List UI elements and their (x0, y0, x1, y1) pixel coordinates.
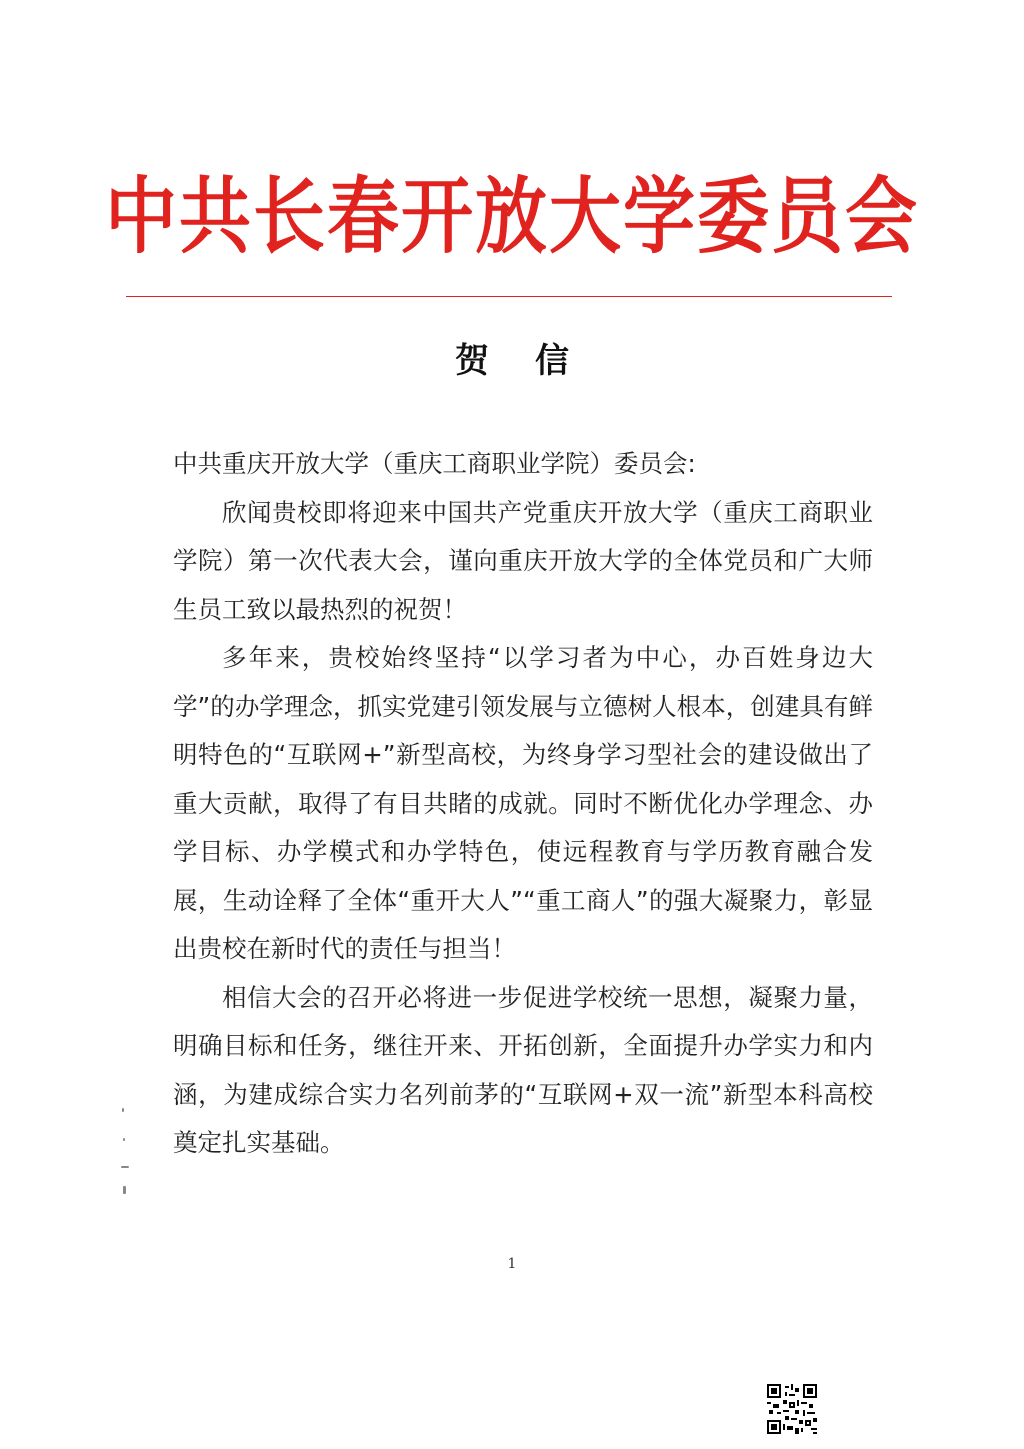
paragraph-3: 相信大会的召开必将进一步促进学校统一思想，凝聚力量，明确目标和任务，继往开来、开拓创新，全面提升办学实力和内涵，为建成综合实力名列前茅的“互联网+双一流”新型本科高校奠定扎实基础。 (173, 982, 873, 1157)
title-char-2: 信 (535, 341, 569, 381)
page-number: 1 (507, 1256, 517, 1272)
red-divider-line (126, 296, 892, 297)
qr-code-icon (767, 1384, 817, 1434)
scan-margin-marks (118, 1108, 138, 1208)
paragraph-2: 多年来，贵校始终坚持“以学习者为中心，办百姓身边大学”的办学理念，抓实党建引领发展与立德树人根本，创建具有鲜明特色的“互联网+”新型高校，为终身学习型社会的建设做出了重大贡献，取得了有目共睹的成就。同时不断优化办学理念、办学目标、办学模式和办学特色，使远程教育与学历教育融合发展，生动诠释了全体“重开大人”“重工商人”的强大凝聚力，彰显出贵校在新时代的责任与担当！ (173, 643, 873, 963)
salutation: 中共重庆开放大学（重庆工商职业学院）委员会: (173, 449, 696, 478)
letterhead-title: 中共长春开放大学委员会 (104, 167, 919, 265)
letter-body (173, 440, 873, 1168)
paragraph-1: 欣闻贵校即将迎来中国共产党重庆开放大学（重庆工商职业学院）第一次代表大会，谨向重庆开放大学的全体党员和广大师生员工致以最热烈的祝贺！ (173, 497, 873, 624)
title-char-1: 贺 (455, 341, 489, 381)
document-title (0, 336, 1024, 386)
